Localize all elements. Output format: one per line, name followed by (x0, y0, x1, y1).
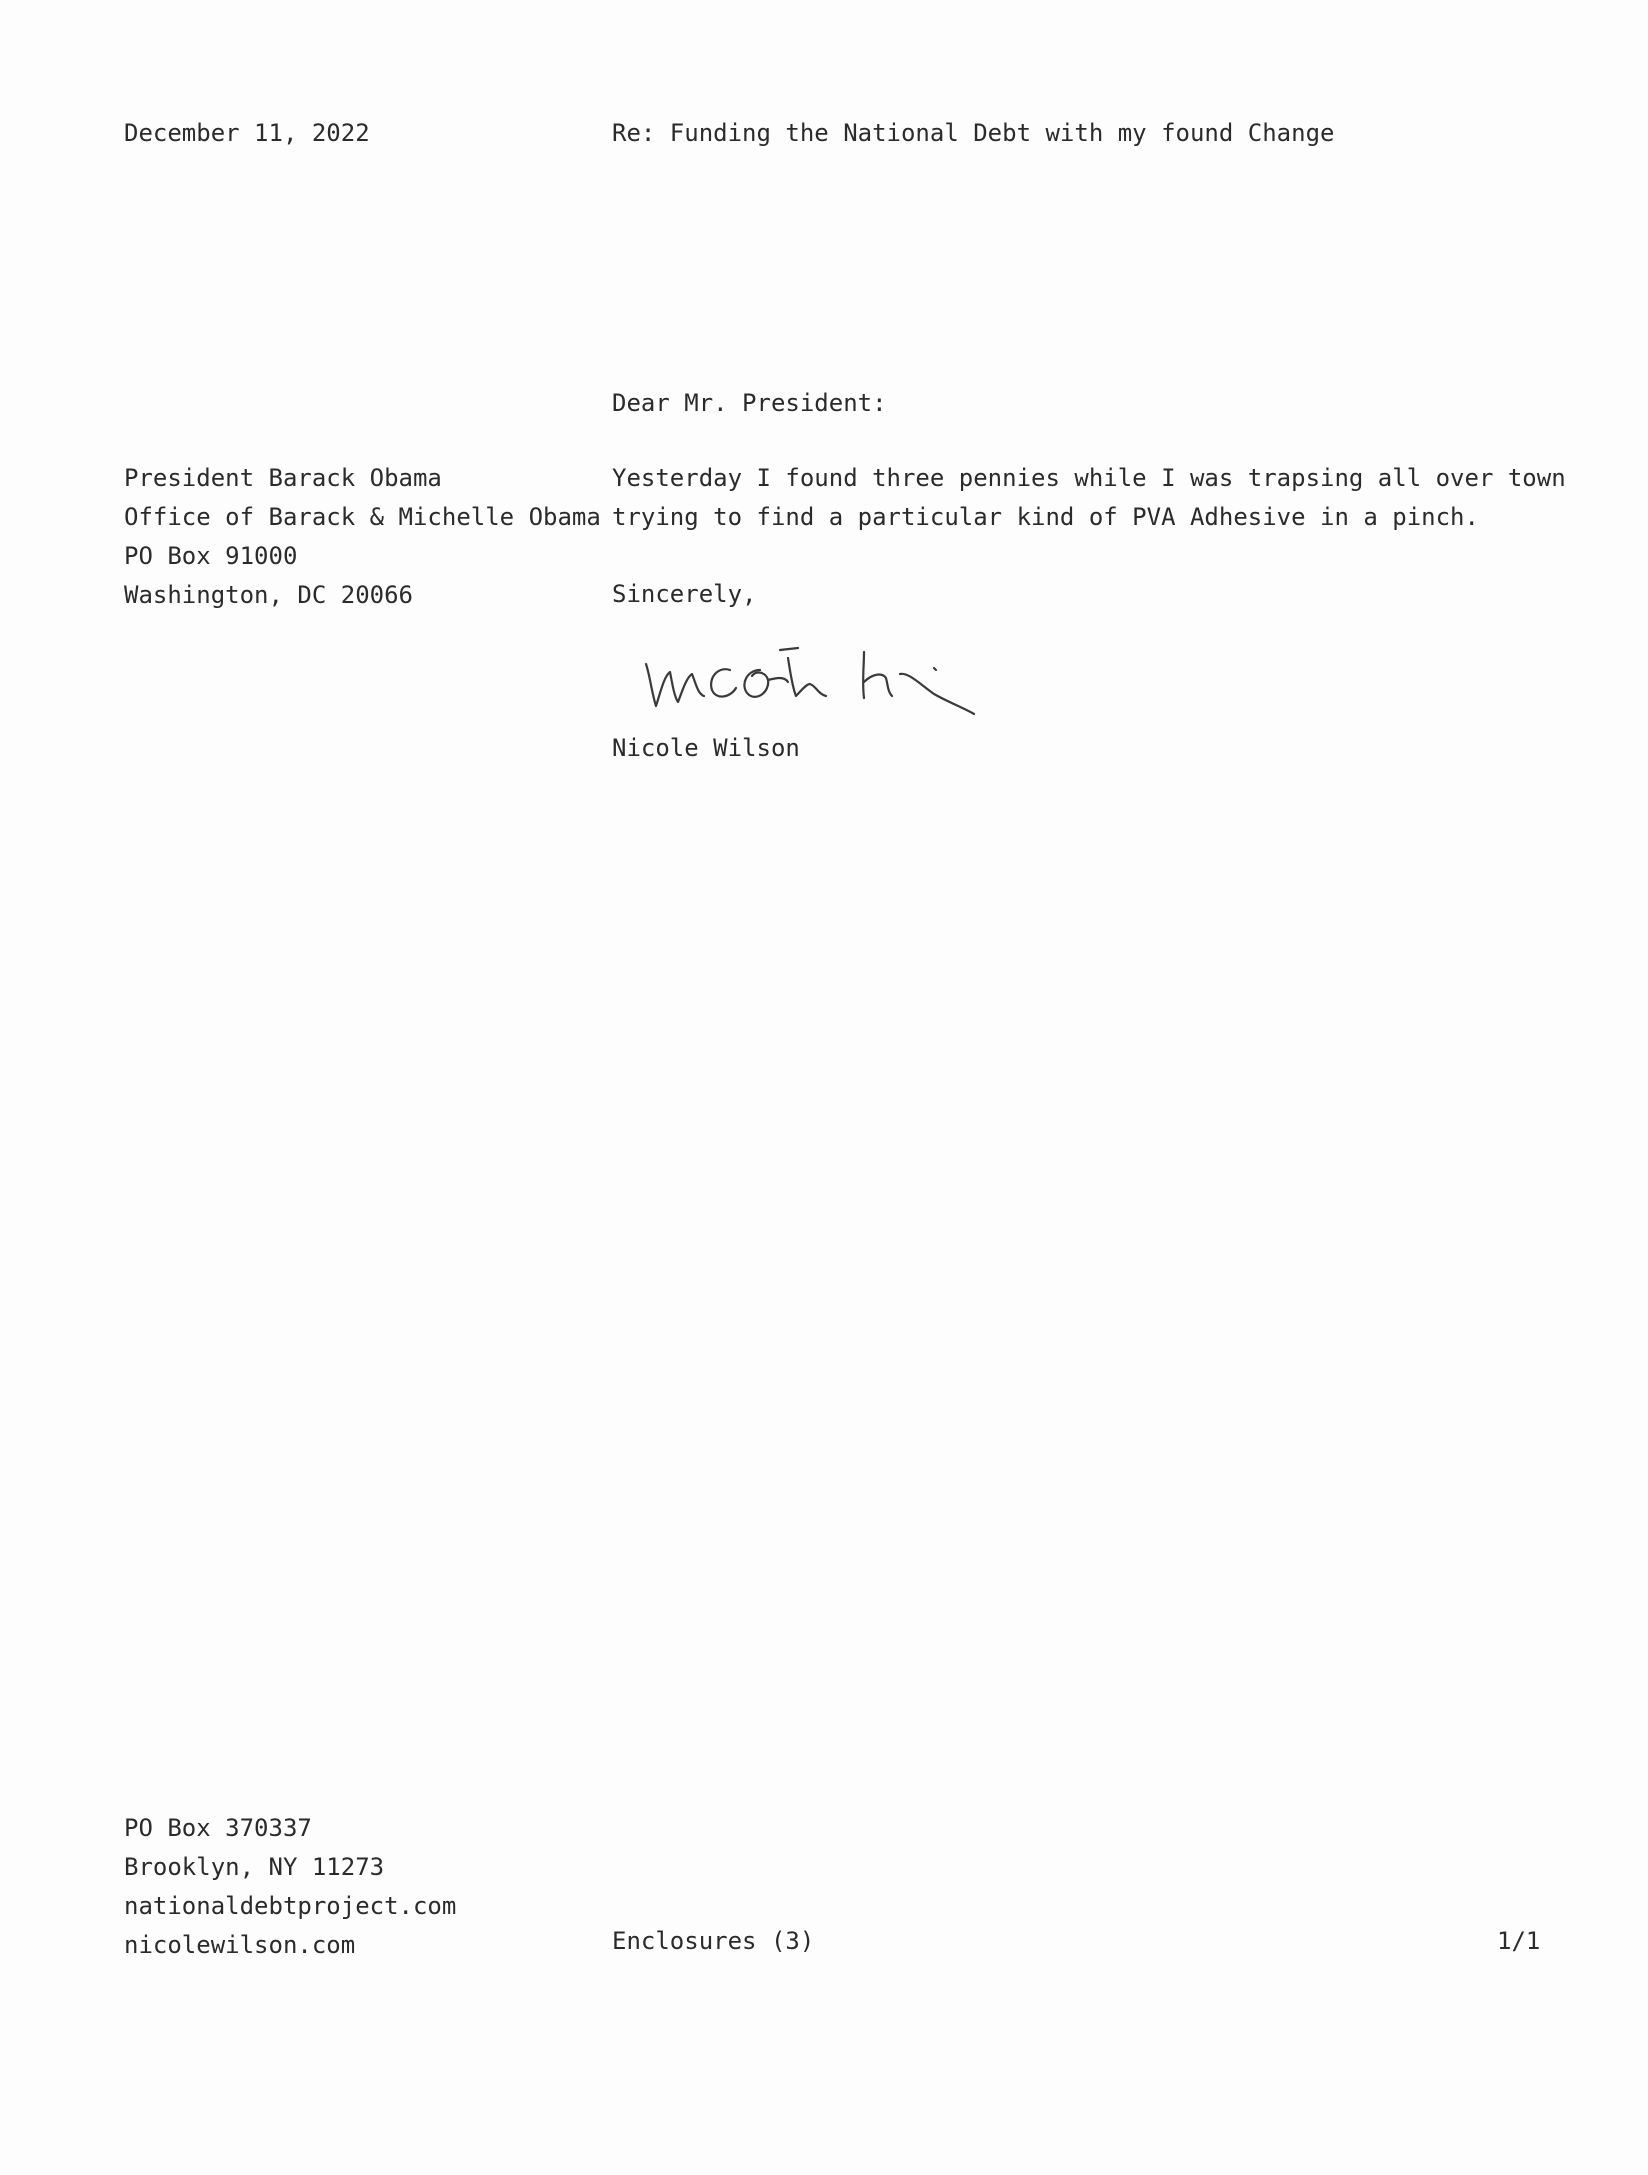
closing: Sincerely, (612, 580, 757, 608)
sender-contact-line: nationaldebtproject.com (124, 1892, 457, 1920)
sender-contact-line: Brooklyn, NY 11273 (124, 1853, 385, 1881)
body-line: trying to find a particular kind of PVA Adhesive in a pinch. (612, 503, 1479, 531)
sender-name: Nicole Wilson (612, 734, 800, 762)
sender-contact (124, 1809, 456, 1965)
letter-body (612, 459, 1566, 537)
recipient-address-line: President Barack Obama (124, 464, 442, 492)
salutation: Dear Mr. President: (612, 389, 887, 417)
recipient-address-line: Office of Barack & Michelle Obama (124, 503, 601, 531)
enclosures-note: Enclosures (3) (612, 1927, 815, 1955)
recipient-address (124, 459, 601, 615)
subject-line: Re: Funding the National Debt with my found Change (612, 119, 1335, 147)
letter-date: December 11, 2022 (124, 119, 370, 147)
recipient-address-line: Washington, DC 20066 (124, 581, 413, 609)
sender-contact-line: nicolewilson.com (124, 1931, 356, 1959)
handwritten-signature (638, 636, 998, 716)
recipient-address-line: PO Box 91000 (124, 542, 298, 570)
sender-contact-line: PO Box 370337 (124, 1814, 312, 1842)
body-line: Yesterday I found three pennies while I was trapsing all over town (612, 464, 1566, 492)
page-number: 1/1 (1497, 1927, 1541, 1955)
